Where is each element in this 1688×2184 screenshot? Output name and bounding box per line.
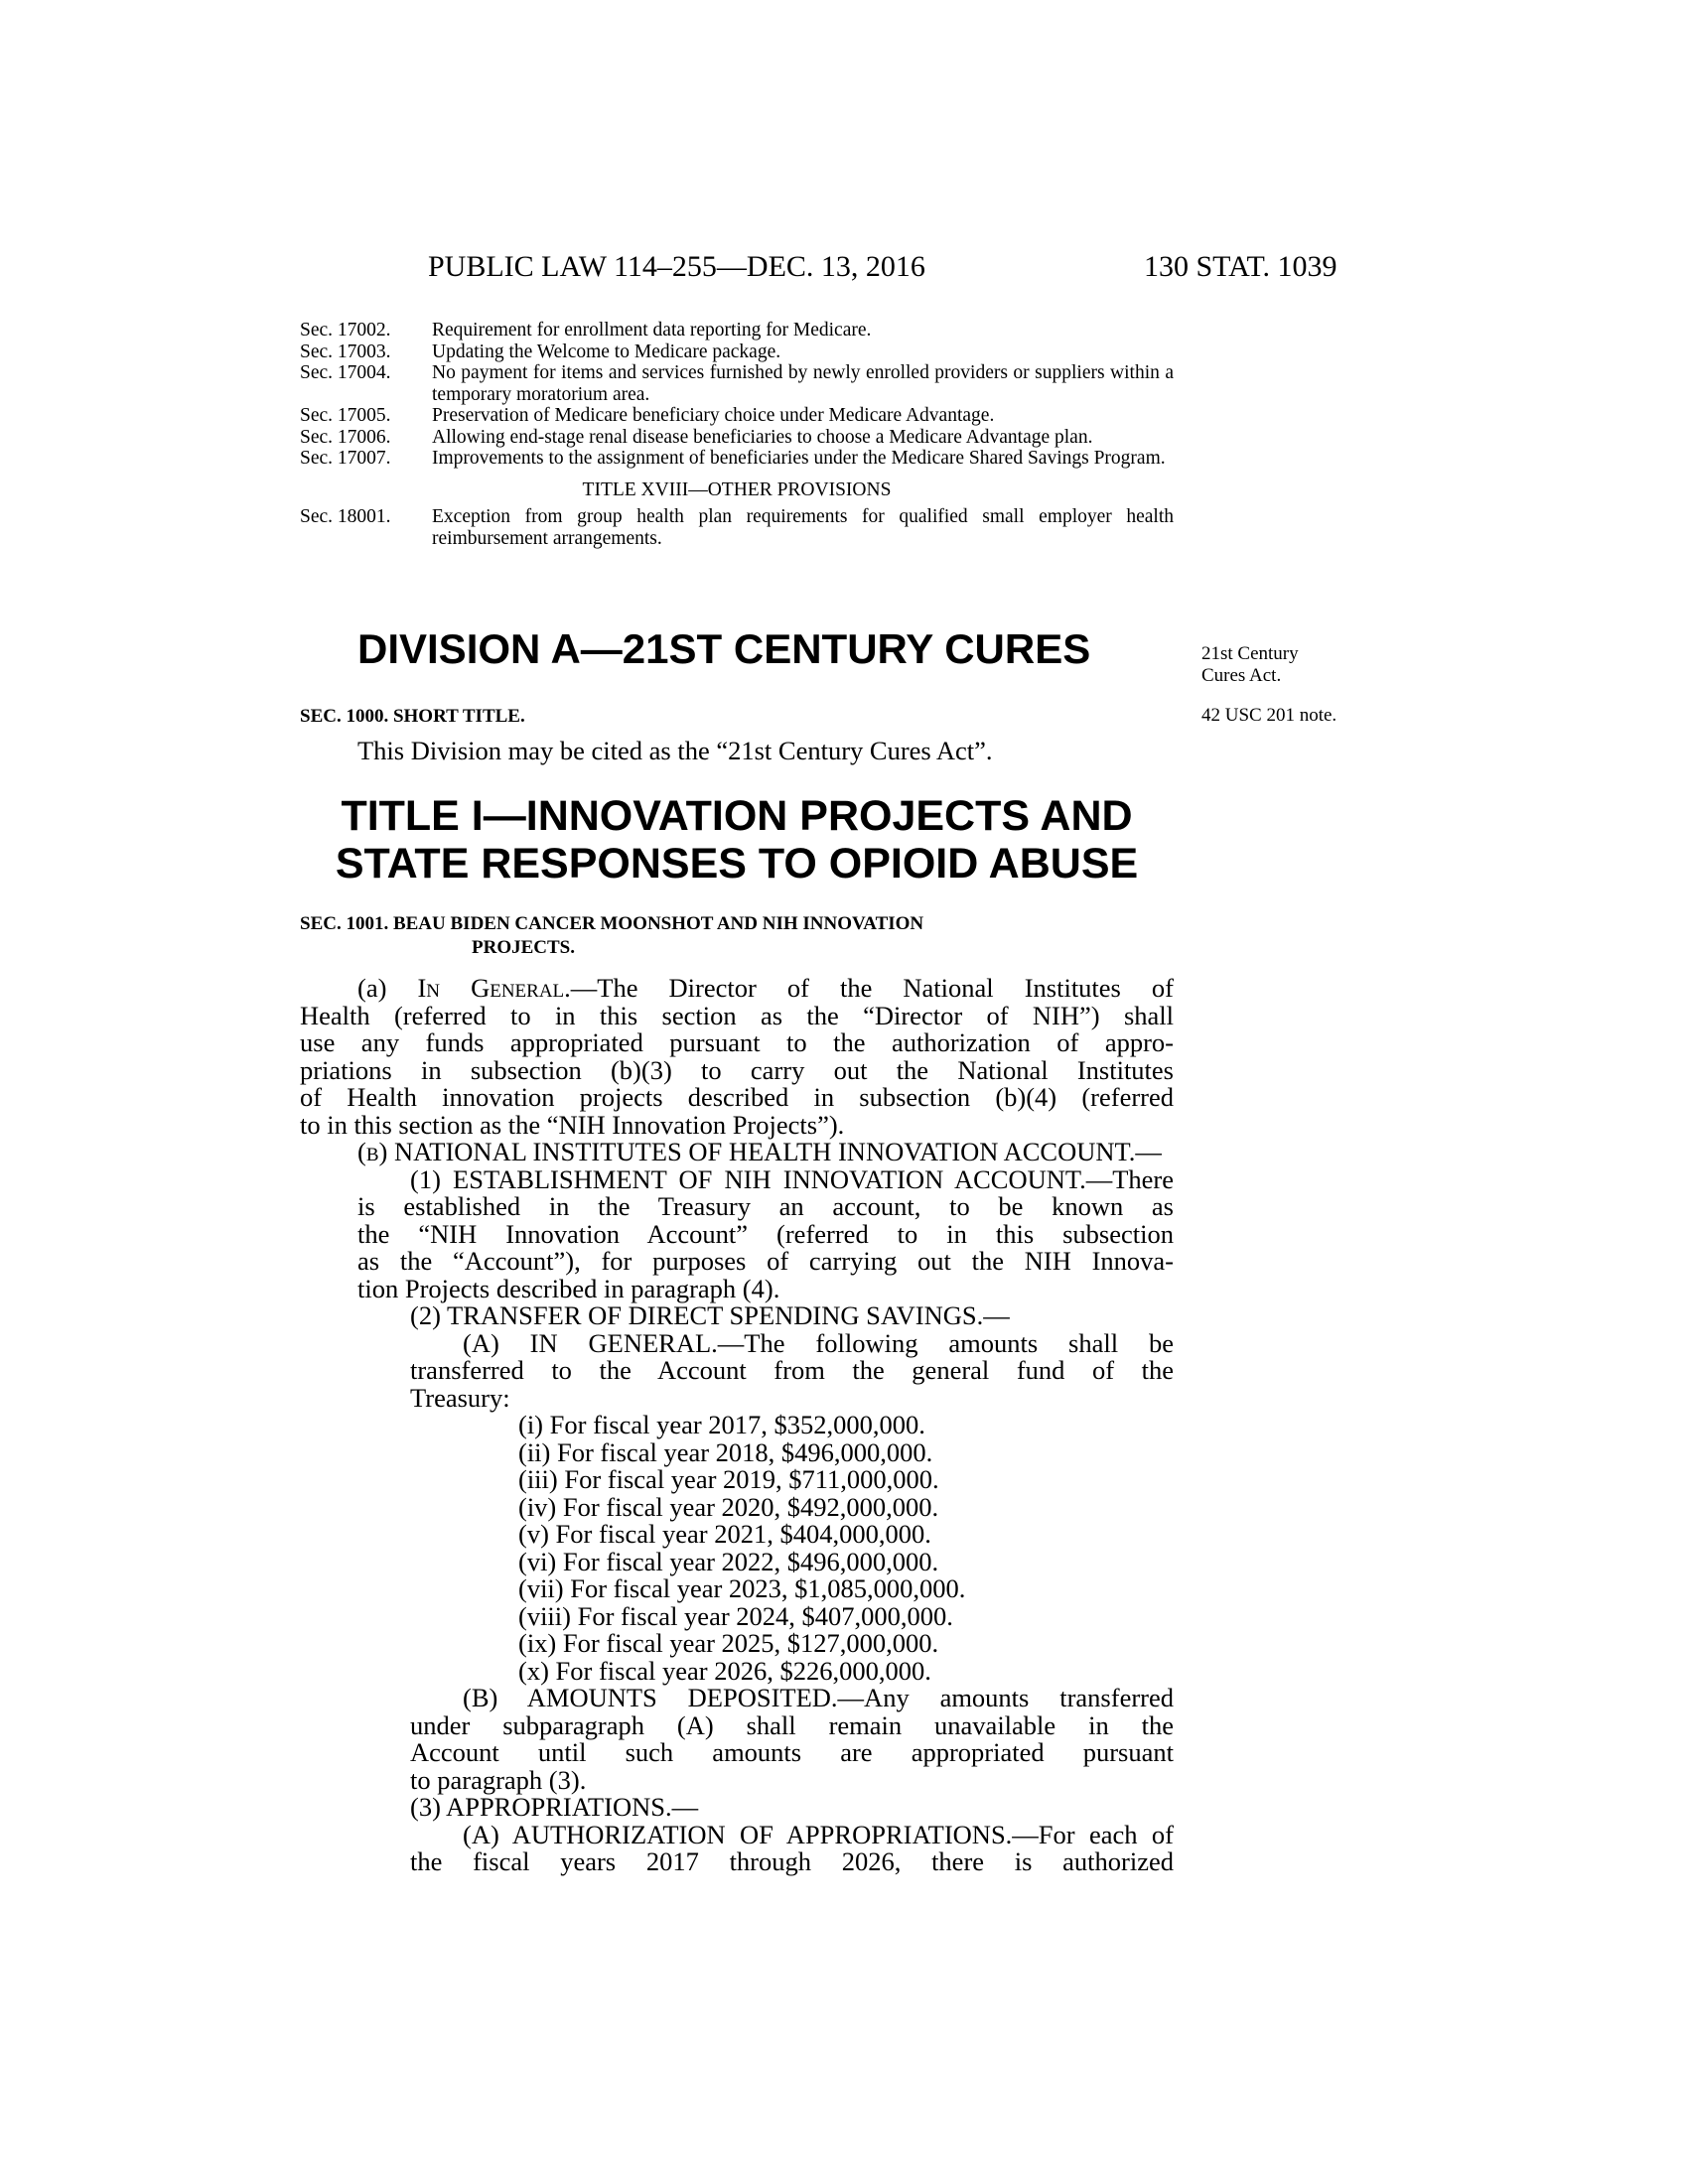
para-a-line bbox=[300, 975, 1174, 1003]
toc-entry bbox=[300, 341, 1174, 363]
paragraph-b2-heading: (2) TRANSFER OF DIRECT SPENDING SAVINGS.— bbox=[410, 1300, 1010, 1330]
toc-entry bbox=[300, 506, 1174, 549]
lead-in-part: .—The Director of the National Institutes of bbox=[564, 973, 1174, 1003]
list-item: (iv) For fiscal year 2020, $492,000,000. bbox=[518, 1491, 939, 1522]
toc-entry-number: Sec. 18001. bbox=[300, 506, 391, 527]
para-a-line: Health (referred to in this section as the “Director of NIH”) shall bbox=[300, 1000, 1174, 1030]
title-1-heading bbox=[300, 792, 1174, 887]
para-a-line: priations in subsection (b)(3) to carry out the National Institutes bbox=[300, 1054, 1174, 1085]
toc-entry-number: Sec. 17006. bbox=[300, 426, 391, 448]
toc-entry-text: Updating the Welcome to Medicare package. bbox=[432, 341, 781, 362]
list-item: (iii) For fiscal year 2019, $711,000,000. bbox=[518, 1464, 939, 1494]
lead-in-part: n bbox=[426, 973, 441, 1003]
toc-entry bbox=[300, 320, 1174, 341]
section-1001-heading-line1: SEC. 1001. BEAU BIDEN CANCER MOONSHOT AND NIH INNOVATION bbox=[300, 913, 924, 934]
para-b3A-line: the fiscal years 2017 through 2026, there is authorized bbox=[410, 1846, 1174, 1876]
paragraph-b2A bbox=[300, 1327, 1174, 1413]
toc-entry bbox=[300, 448, 1174, 470]
para-b1-line: is established in the Treasury an account, to be known as bbox=[357, 1191, 1174, 1221]
para-b2A-line: Treasury: bbox=[410, 1382, 510, 1413]
para-b2B-line: under subparagraph (A) shall remain unavailable in the bbox=[410, 1709, 1174, 1740]
paragraph-b2B bbox=[300, 1685, 1174, 1794]
para-b2B-line: to paragraph (3). bbox=[410, 1764, 587, 1795]
para-b1-line: the “NIH Innovation Account” (referred to in this subsection bbox=[357, 1218, 1174, 1249]
para-a-line: of Health innovation projects described in subsection (b)(4) (referred bbox=[300, 1082, 1174, 1112]
toc-entry-text: No payment for items and services furnished by newly enrolled providers or suppliers within a temporary moratorium area. bbox=[432, 362, 1174, 405]
toc-entry-number: Sec. 17005. bbox=[300, 405, 391, 426]
toc-entry-number: Sec. 17002. bbox=[300, 320, 391, 341]
paragraph-b3-heading: (3) APPROPRIATIONS.— bbox=[410, 1792, 699, 1822]
toc-entry bbox=[300, 427, 1174, 449]
paragraph-b-heading: (b) NATIONAL INSTITUTES OF HEALTH INNOVATION ACCOUNT.— bbox=[357, 1137, 1162, 1166]
margin-note-cures-act-line2: Cures Act. bbox=[1201, 665, 1282, 686]
toc-entry-text: Exception from group health plan requirements for qualified small employer health reimbursement arrangements. bbox=[432, 506, 1174, 549]
para-b2A-line: (A) IN GENERAL.—The following amounts shall be bbox=[463, 1327, 1174, 1358]
para-a-line: to in this section as the “NIH Innovation Projects”). bbox=[300, 1109, 845, 1140]
paragraph-b3A bbox=[300, 1819, 1174, 1876]
title-1-heading-line1: TITLE I—INNOVATION PROJECTS AND bbox=[341, 792, 1133, 840]
para-b2B-line: (B) AMOUNTS DEPOSITED.—Any amounts transferred bbox=[463, 1683, 1174, 1712]
table-of-contents bbox=[300, 320, 1174, 549]
margin-note-cures-act-line1: 21st Century bbox=[1201, 643, 1299, 664]
lead-in-part: (a) I bbox=[357, 973, 427, 1003]
toc-entry-number: Sec. 17007. bbox=[300, 448, 391, 469]
paragraph-a bbox=[300, 975, 1174, 1139]
toc-entry-text: Requirement for enrollment data reporting for Medicare. bbox=[432, 320, 872, 341]
list-item: (viii) For fiscal year 2024, $407,000,000. bbox=[518, 1600, 953, 1631]
fiscal-year-list bbox=[300, 1412, 1174, 1685]
list-item: (i) For fiscal year 2017, $352,000,000. bbox=[518, 1410, 925, 1439]
para-b2B-line: Account until such amounts are appropriated pursuant bbox=[410, 1737, 1174, 1767]
para-b1-line: tion Projects described in paragraph (4). bbox=[357, 1273, 780, 1303]
toc-entry bbox=[300, 362, 1174, 405]
list-item: (ix) For fiscal year 2025, $127,000,000. bbox=[518, 1628, 939, 1658]
section-1000-heading: SEC. 1000. SHORT TITLE. bbox=[300, 706, 525, 727]
margin-note-usc: 42 USC 201 note. bbox=[1201, 705, 1337, 726]
toc-title-heading: TITLE XVIII—OTHER PROVISIONS bbox=[582, 478, 892, 500]
list-item: (vi) For fiscal year 2022, $496,000,000. bbox=[518, 1546, 939, 1576]
list-item: (ii) For fiscal year 2018, $496,000,000. bbox=[518, 1436, 933, 1467]
para-b1-line: as the “Account”), for purposes of carrying out the NIH Innova- bbox=[357, 1246, 1174, 1276]
section-1001-body bbox=[300, 975, 1174, 1876]
page-number: 130 STAT. 1039 bbox=[1144, 250, 1337, 283]
paragraph-b1 bbox=[300, 1163, 1174, 1303]
section-1001-heading-line2: PROJECTS. bbox=[472, 937, 575, 958]
toc-entry-text: Improvements to the assignment of beneficiaries under the Medicare Shared Savings Program. bbox=[432, 448, 1166, 469]
para-a-line: use any funds appropriated pursuant to the authorization of appro- bbox=[300, 1027, 1174, 1057]
title-1-heading-line2: STATE RESPONSES TO OPIOID ABUSE bbox=[335, 840, 1139, 887]
toc-entry bbox=[300, 405, 1174, 427]
toc-entry-text: Preservation of Medicare beneficiary choice under Medicare Advantage. bbox=[432, 405, 995, 426]
running-header-title: PUBLIC LAW 114–255—DEC. 13, 2016 bbox=[428, 250, 925, 283]
list-item: (vii) For fiscal year 2023, $1,085,000,000. bbox=[518, 1573, 966, 1603]
list-item: (v) For fiscal year 2021, $404,000,000. bbox=[518, 1519, 931, 1549]
section-1000-text: This Division may be cited as the “21st Century Cures Act”. bbox=[357, 736, 993, 765]
lead-in-part: G bbox=[440, 973, 491, 1003]
toc-entry-number: Sec. 17003. bbox=[300, 341, 391, 362]
para-b3A-line: (A) AUTHORIZATION OF APPROPRIATIONS.—For each of bbox=[463, 1819, 1174, 1849]
toc-entry-text: Allowing end-stage renal disease beneficiaries to choose a Medicare Advantage plan. bbox=[432, 426, 1093, 448]
list-item: (x) For fiscal year 2026, $226,000,000. bbox=[518, 1655, 931, 1686]
para-b2A-line: transferred to the Account from the general fund of the bbox=[410, 1355, 1174, 1385]
lead-in-part: eneral bbox=[490, 973, 565, 1003]
division-heading: DIVISION A—21ST CENTURY CURES bbox=[357, 625, 1091, 672]
toc-entry-number: Sec. 17004. bbox=[300, 362, 391, 383]
para-b1-line: (1) ESTABLISHMENT OF NIH INNOVATION ACCOUNT.—There bbox=[410, 1163, 1174, 1194]
